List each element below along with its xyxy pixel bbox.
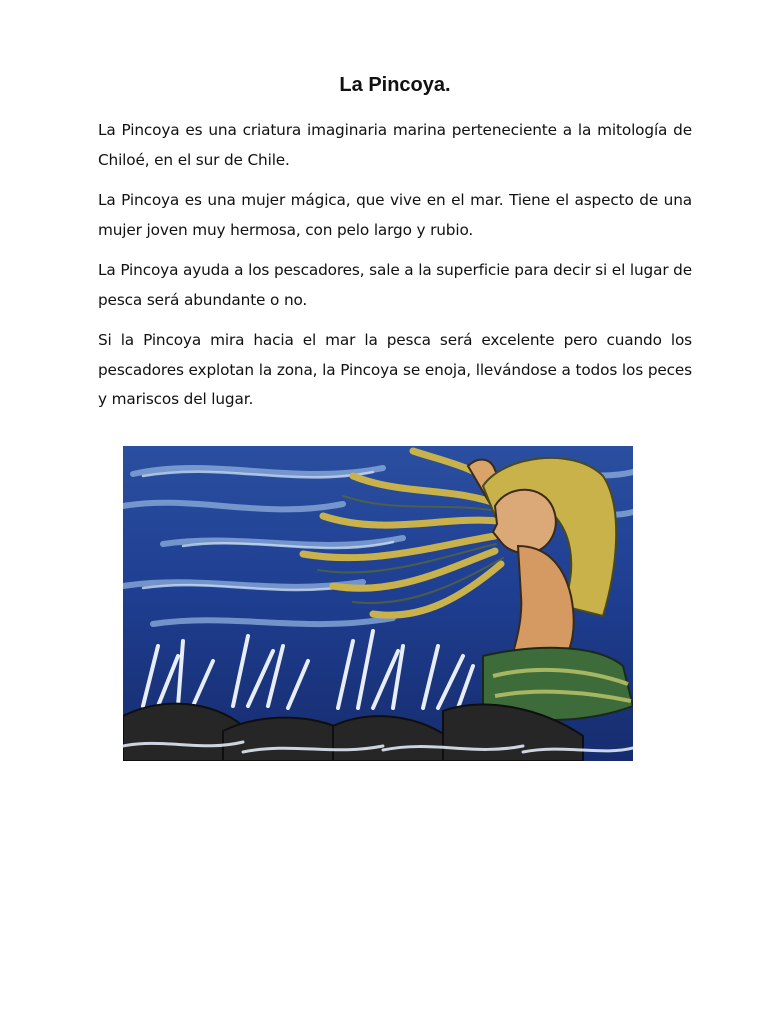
face <box>493 490 556 554</box>
paragraph-3: La Pincoya ayuda a los pescadores, sale a la superficie para decir si el lugar de pesca será abundante o no. <box>98 261 692 309</box>
paragraph-2: La Pincoya es una mujer mágica, que vive en el mar. Tiene el aspecto de una mujer joven muy hermosa, con pelo largo y rubio. <box>98 191 692 239</box>
body-text <box>98 116 692 426</box>
pincoya-illustration <box>123 446 633 761</box>
paragraph-4: Si la Pincoya mira hacia el mar la pesca será excelente pero cuando los pescadores explotan la zona, la Pincoya se enoja, llevándose a todos los peces y mariscos del lugar. <box>98 331 692 408</box>
paragraph-1: La Pincoya es una criatura imaginaria marina perteneciente a la mitología de Chiloé, en el sur de Chile. <box>98 121 692 169</box>
page-title: La Pincoya. <box>339 74 451 96</box>
